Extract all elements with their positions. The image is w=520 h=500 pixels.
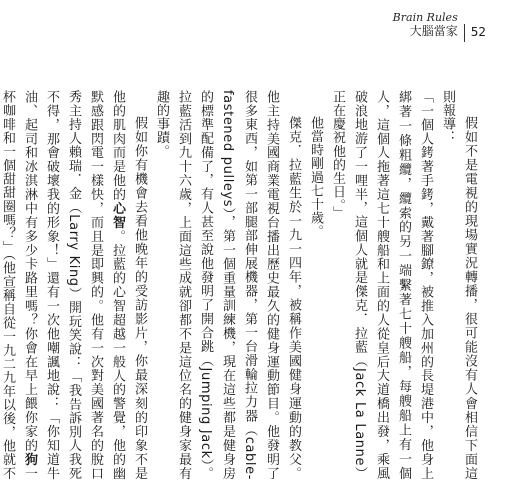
paragraph-p4: [0, 90, 150, 480]
paragraph-text: 傑克．拉藍生於一九一四年，被稱作美國健身運動的教父。他主持美國商業電視台播出歷史最久的健身運動節目。他發明了很多東西，如第一部腿部伸展機器，第一台滑輪拉力器（cable-fastened pulleys），第一個重量訓練機，現在這些都是健身房的標準配備了，有人甚至說他發明了開合跳（Jumping Jack）。拉藍活到九十六歲，上面這些成就卻都不是這位名的健身家最有趣的事蹟。: [154, 90, 301, 480]
paragraph-text: 假如你有機會去看他晚年的受訪影片，你最深刻的印象不是他的肌肉而是他的: [110, 90, 147, 480]
paragraph-text: 一杯咖啡和一個甜甜圈嗎？」（他宣稱自從一九二九年以後，他就不: [0, 90, 37, 480]
book-title-chinese: 大腦當家: [409, 23, 458, 38]
running-head-divider: [464, 24, 465, 42]
paragraph-text: 假如不是電視的現場實況轉播，很可能沒有人會相信下面這則報導：: [440, 90, 477, 480]
paragraph-p1: [436, 90, 480, 480]
body-text: [0, 90, 480, 480]
emphasis-text: 狗: [22, 452, 37, 467]
paragraph-p3: [150, 90, 304, 480]
paragraph-text: 。拉藍的心智超越一般人的警覺，他的幽默感跟閃電一樣快，而且是即興的。他有一次對美國著名的脫口秀主持人賴瑞．金（Larry King）開玩笑說：「我告訴別人我死不得，那會破壞我的形象！」還有一次他嘲諷地說：「你知道牛油、起司和冰淇淋中有多少卡路里嗎？你會在早上餵你家的: [22, 90, 125, 480]
paragraph-p2: [304, 90, 326, 480]
page-number: 52: [470, 25, 486, 39]
paragraph-text: 他當時剛過七十歲。: [308, 116, 323, 239]
running-head-titles: [393, 12, 458, 38]
running-head: [393, 12, 486, 42]
paragraph-p1b: [326, 90, 436, 480]
emphasis-text: 心智: [110, 201, 125, 230]
book-title-english: Brain Rules: [392, 11, 458, 24]
paragraph-text: 「一個人銬著手銬，戴著腳鐐，被推入加州的長堤港中，他身上綁著一條粗纜，纜索的另一端繫著七十艘船，每艘船上有一個人，這個人拖著這七十艘船和上面的人從皇后大道橋出發，乘風破浪地游了一哩半，這個人就是傑克．拉藍（Jack La Lanne）正在慶祝他的生日。」: [330, 90, 433, 480]
